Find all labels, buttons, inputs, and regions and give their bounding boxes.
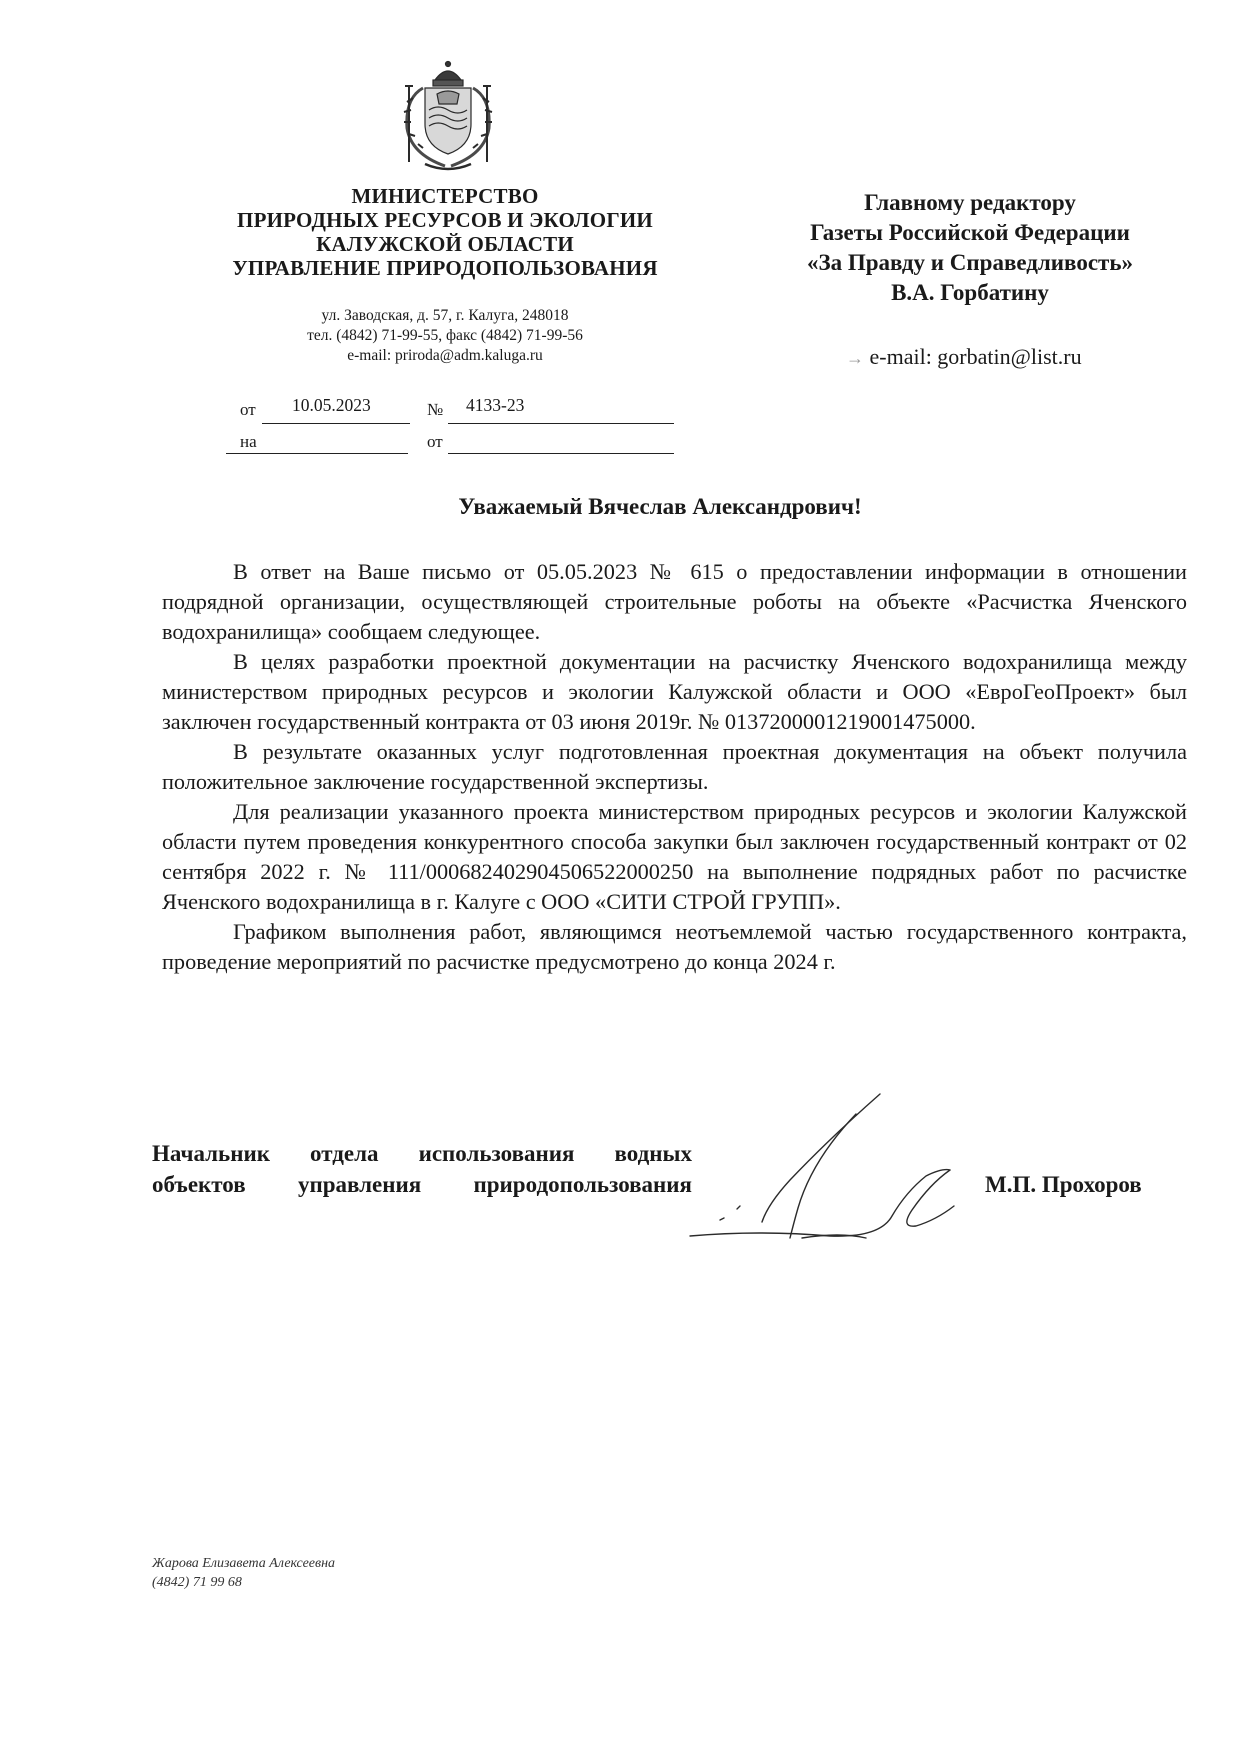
- body-paragraph-5: Графиком выполнения работ, являющимся неотъемлемой частью государственного контракта, проведение мероприятий по расчистке предусмотрено до конца 2024 г.: [162, 919, 1187, 974]
- ministry-line-1: МИНИСТЕРСТВО: [351, 184, 539, 208]
- body-paragraph-2: В целях разработки проектной документации на расчистку Яченского водохранилища между министерством природных ресурсов и экологии Калужской области и ООО «ЕвроГеоПроект» был заключен государственный контракта от 03 июня 2019г. № 0137200001219001475000.: [162, 649, 1187, 734]
- executor-phone: (4842) 71 99 68: [152, 1575, 242, 1590]
- ministry-header: [200, 184, 690, 280]
- executor-name: Жарова Елизавета Алексеевна: [152, 1556, 336, 1571]
- signer-name: М.П. Прохоров: [985, 1172, 1142, 1197]
- reply-from-underline: [448, 453, 674, 454]
- ministry-contacts: [250, 306, 640, 366]
- body-paragraph-3: В результате оказанных услуг подготовленная проектная документация на объект получила положительное заключение государственной экспертизы.: [162, 739, 1187, 794]
- outgoing-number: 4133-23: [466, 395, 525, 415]
- addressee-line-1: Главному редактору: [864, 190, 1076, 215]
- ministry-phone: тел. (4842) 71-99-55, факс (4842) 71-99-56: [307, 327, 583, 344]
- addressee-line-2: Газеты Российской Федерации: [810, 220, 1130, 245]
- handwritten-signature: [680, 1088, 980, 1248]
- salutation: Уважаемый Вячеслав Александрович!: [458, 494, 862, 519]
- number-label: №: [427, 400, 444, 419]
- outgoing-date: 10.05.2023: [292, 395, 371, 415]
- addressee-line-3: «За Правду и Справедливость»: [806, 250, 1133, 275]
- executor-block: [152, 1554, 335, 1592]
- from-label: от: [240, 400, 256, 419]
- ministry-line-2: ПРИРОДНЫХ РЕСУРСОВ И ЭКОЛОГИИ: [237, 208, 653, 232]
- signer-position-line-2: объектов управления природопользования: [152, 1172, 692, 1197]
- addressee-email: e-mail: gorbatin@list.ru: [869, 344, 1082, 369]
- arrow-icon: →: [846, 348, 864, 368]
- addressee-email-line: [846, 344, 1082, 370]
- ministry-address: ул. Заводская, д. 57, г. Калуга, 248018: [321, 307, 569, 324]
- ministry-email: e-mail: priroda@adm.kaluga.ru: [347, 347, 543, 364]
- ministry-line-4: УПРАВЛЕНИЕ ПРИРОДОПОЛЬЗОВАНИЯ: [232, 256, 658, 280]
- reply-underline: [226, 453, 408, 454]
- number-underline: [448, 423, 674, 424]
- addressee-line-4: В.А. Горбатину: [891, 280, 1049, 305]
- date-underline: [262, 423, 410, 424]
- coat-of-arms-emblem: [395, 58, 501, 174]
- reply-label: на: [240, 432, 257, 451]
- addressee-block: [760, 188, 1180, 308]
- letter-body: [162, 557, 1187, 977]
- body-paragraph-4: Для реализации указанного проекта министерством природных ресурсов и экологии Калужской области путем проведения конкурентного способа закупки был заключен государственный контракт от 02 сентября 2022 г. № 111/000682402904506522000250 на выполнение подрядных работ по расчистке Яченского водохранилища в г. Калуге с ООО «СИТИ СТРОЙ ГРУПП».: [162, 799, 1187, 914]
- reply-from-label: от: [427, 432, 443, 451]
- ministry-line-3: КАЛУЖСКОЙ ОБЛАСТИ: [316, 232, 574, 256]
- body-paragraph-1: В ответ на Ваше письмо от 05.05.2023 № 615 о предоставлении информации в отношении подрядной организации, осуществляющей строительные роботы на объекте «Расчистка Яченского водохранилища» сообщаем следующее.: [162, 559, 1187, 644]
- signer-position: [152, 1138, 692, 1200]
- signer-position-line-1: Начальник отдела использования водных: [152, 1141, 692, 1166]
